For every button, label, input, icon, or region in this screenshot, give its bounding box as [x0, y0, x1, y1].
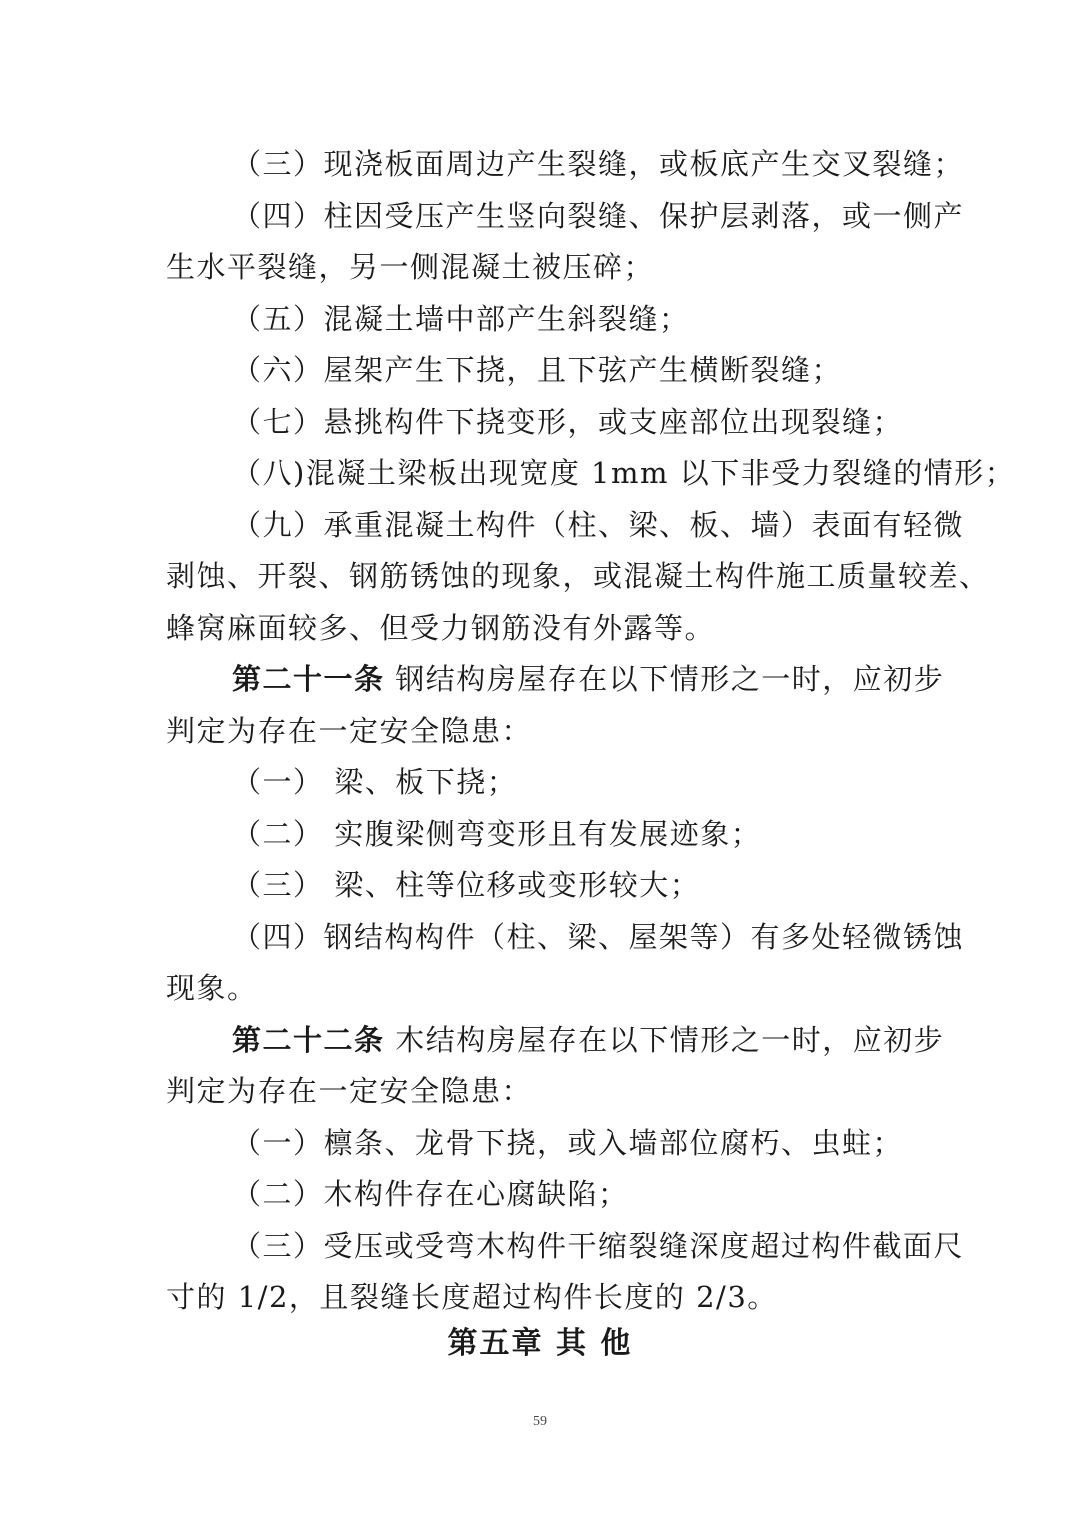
text-line — [166, 1066, 918, 1118]
line-text: 现象。 — [166, 971, 258, 1005]
text-line — [166, 963, 918, 1015]
line-text: 蜂窝麻面较多、但受力钢筋没有外露等。 — [166, 610, 716, 645]
text-line — [166, 809, 918, 861]
line-text: 木结构房屋存在以下情形之一时，应初步 — [384, 1022, 945, 1057]
line-text: 判定为存在一定安全隐患： — [166, 713, 533, 748]
text-line — [166, 912, 965, 964]
line-text: （二）木构件存在心腐缺陷； — [232, 1177, 629, 1211]
text-line — [166, 1272, 918, 1324]
line-text: （五）混凝土墙中部产生斜裂缝； — [232, 301, 690, 336]
article-heading-line — [166, 654, 945, 706]
text-line — [166, 706, 918, 758]
line-text: （三）现浇板面周边产生裂缝，或板底产生交叉裂缝； — [232, 147, 965, 181]
line-text: （二） 实腹梁侧弯变形且有发展迹象； — [232, 816, 762, 851]
line-text: （四）柱因受压产生竖向裂缝、保护层剥落，或一侧产 — [232, 198, 965, 233]
line-text: 剥蚀、开裂、钢筋锈蚀的现象，或混凝土构件施工质量较差、 — [166, 559, 990, 593]
line-text: （三） 梁、柱等位移或变形较大； — [232, 868, 701, 902]
text-line — [166, 603, 918, 655]
line-text: （八)混凝土梁板出现宽度 1mm 以下非受力裂缝的情形； — [232, 456, 1016, 490]
article-heading-line — [166, 1015, 945, 1067]
text-line — [166, 345, 918, 397]
text-line — [166, 191, 965, 243]
text-line — [166, 242, 918, 294]
line-text: （三）受压或受弯木构件干缩裂缝深度超过构件截面尺 — [232, 1228, 965, 1263]
line-text: （六）屋架产生下挠，且下弦产生横断裂缝； — [232, 353, 843, 387]
line-text: （四）钢结构构件（柱、梁、屋架等）有多处轻微锈蚀 — [232, 919, 965, 954]
text-line — [166, 448, 1016, 500]
text-line — [166, 860, 918, 912]
line-text: 判定为存在一定安全隐患： — [166, 1074, 533, 1108]
document-body — [166, 139, 1016, 1324]
text-line — [166, 1221, 965, 1273]
text-line — [166, 139, 965, 191]
line-text: （一）檩条、龙骨下挠，或入墙部位腐朽、虫蛀； — [232, 1125, 904, 1160]
line-text: （一） 梁、板下挠； — [232, 765, 518, 799]
text-line — [166, 757, 918, 809]
article-number: 第二十二条 — [232, 1022, 385, 1057]
article-number: 第二十一条 — [232, 662, 385, 696]
text-line — [166, 500, 965, 552]
line-text: 钢结构房屋存在以下情形之一时，应初步 — [384, 662, 945, 696]
text-line — [166, 1118, 918, 1170]
text-line — [166, 397, 918, 449]
line-text: 寸的 1/2，且裂缝长度超过构件长度的 2/3。 — [166, 1280, 778, 1314]
text-line — [166, 551, 990, 603]
text-line — [166, 1169, 918, 1221]
line-text: 生水平裂缝，另一侧混凝土被压碎； — [166, 250, 655, 284]
page-number: 59 — [533, 1414, 547, 1429]
text-line — [166, 294, 918, 346]
line-text: （七）悬挑构件下挠变形，或支座部位出现裂缝； — [232, 404, 904, 439]
line-text: （九）承重混凝土构件（柱、梁、板、墙）表面有轻微 — [232, 507, 965, 542]
chapter-heading: 第五章 其 他 — [447, 1326, 633, 1361]
